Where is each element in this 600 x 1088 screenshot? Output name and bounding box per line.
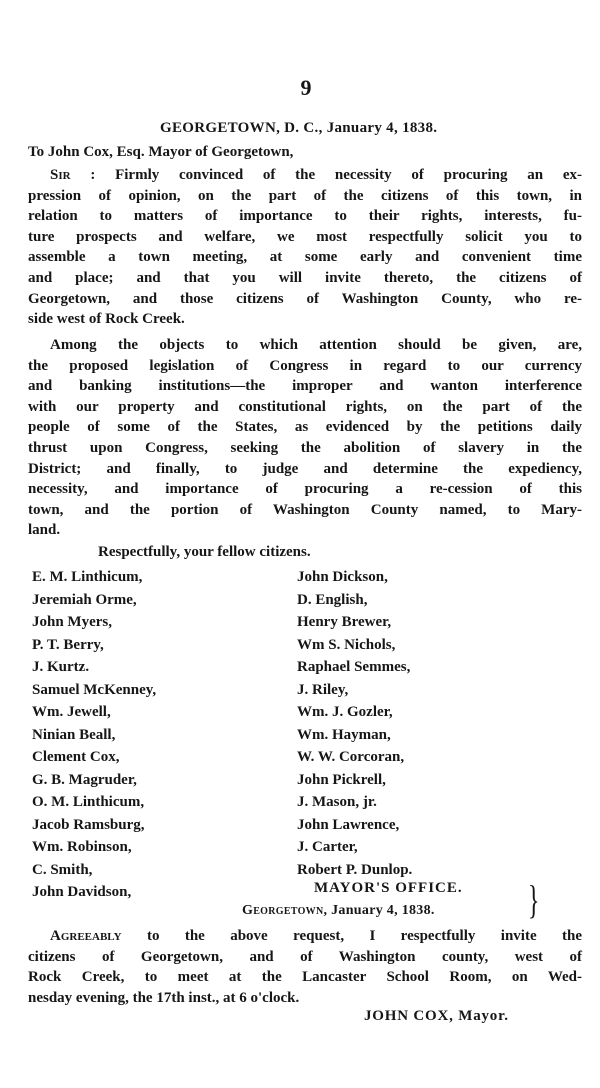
petition-line: relation to matters of importance to their rights, interests, fu- bbox=[28, 208, 582, 225]
signature: J. Kurtz. bbox=[32, 659, 90, 675]
objects-line: people of some of the States, as evidenced by the petitions daily bbox=[28, 419, 582, 436]
signatures-right-column bbox=[297, 566, 412, 881]
mayor-reply-paragraph bbox=[28, 926, 582, 1008]
petition-paragraph bbox=[28, 165, 582, 330]
signature: John Lawrence, bbox=[297, 816, 400, 833]
objects-line: Among the objects to which attention should be given, are, bbox=[50, 337, 582, 353]
signature: Wm S. Nichols, bbox=[297, 636, 396, 653]
signature: J. Mason, jr. bbox=[297, 794, 377, 810]
objects-line: necessity, and importance of procuring a re-cession of this bbox=[28, 481, 582, 498]
petition-line: assemble a town meeting, at some early and convenient time bbox=[28, 249, 582, 266]
signature: John Pickrell, bbox=[297, 771, 386, 788]
signature: J. Riley, bbox=[297, 681, 349, 698]
signature: Robert P. Dunlop. bbox=[297, 861, 413, 878]
objects-line: town, and the portion of Washington County named, to Mary- bbox=[28, 501, 582, 518]
signature: Jacob Ramsburg, bbox=[32, 816, 145, 833]
signature: Wm. Jewell, bbox=[32, 704, 111, 720]
dateline: GEORGETOWN, D. C., January 4, 1838. bbox=[160, 120, 438, 136]
page-number: 9 bbox=[300, 75, 312, 100]
reply-line: Agreeably to the above request, I respectfully invite the bbox=[50, 928, 582, 944]
signature: John Myers, bbox=[32, 614, 112, 630]
mayor-signoff: JOHN COX, Mayor. bbox=[364, 1008, 509, 1024]
closing-line: Respectfully, your fellow citizens. bbox=[98, 544, 311, 560]
addressee: To John Cox, Esq. Mayor of Georgetown, bbox=[28, 144, 294, 160]
signature: Jeremiah Orme, bbox=[32, 591, 137, 608]
signature: C. Smith, bbox=[32, 861, 93, 878]
brace-glyph: } bbox=[527, 877, 540, 922]
petition-line: Sir : Firmly convinced of the necessity of procuring an ex- bbox=[50, 167, 583, 183]
objects-line: the proposed legislation of Congress in regard to our currency bbox=[28, 357, 582, 374]
signature: Clement Cox, bbox=[32, 749, 120, 765]
reply-line: citizens of Georgetown, and of Washington county, west of bbox=[28, 948, 582, 965]
signature: John Dickson, bbox=[297, 569, 388, 585]
signature: Wm. J. Gozler, bbox=[297, 704, 393, 720]
signature: Henry Brewer, bbox=[297, 614, 392, 630]
petition-line: side west of Rock Creek. bbox=[28, 311, 185, 328]
date-text: January 4, 1838. bbox=[331, 903, 435, 918]
signature: Wm. Robinson, bbox=[32, 839, 132, 855]
objects-line: and banking institutions—the improper and wanton interference bbox=[28, 378, 582, 395]
reply-line: nesday evening, the 17th inst., at 6 o'clock. bbox=[28, 989, 300, 1006]
petition-line: ture prospects and welfare, we most respectfully solicit you to bbox=[28, 228, 582, 245]
signature: J. Carter, bbox=[297, 839, 358, 855]
signature: Wm. Hayman, bbox=[297, 726, 391, 743]
date-place: Georgetown, bbox=[242, 903, 328, 918]
signature: W. W. Corcoran, bbox=[297, 749, 405, 765]
signature: G. B. Magruder, bbox=[32, 771, 137, 788]
signature: Raphael Semmes, bbox=[297, 659, 411, 675]
signature: Samuel McKenney, bbox=[32, 681, 157, 698]
objects-line: with our property and constitutional rights, on the part of the bbox=[28, 398, 582, 415]
signature: E. M. Linthicum, bbox=[32, 569, 143, 585]
signature: D. English, bbox=[297, 591, 368, 608]
petition-line: pression of opinion, on the part of the citizens of this town, in bbox=[28, 187, 582, 204]
reply-lead: Agreeably bbox=[50, 928, 122, 944]
objects-line: thrust upon Congress, seeking the abolition of slavery in the bbox=[28, 439, 582, 456]
mayor-office-date bbox=[242, 903, 435, 919]
petition-line: Georgetown, and those citizens of Washington County, who re- bbox=[28, 290, 582, 307]
objects-line: District; and finally, to judge and determine the expediency, bbox=[28, 460, 582, 477]
petition-line: and place; and that you will invite thereto, the citizens of bbox=[28, 269, 582, 286]
salutation: Sir : bbox=[50, 167, 96, 183]
signatures-left-column bbox=[32, 566, 156, 904]
mayor-office-heading: MAYOR'S OFFICE. bbox=[314, 880, 463, 896]
signature: P. T. Berry, bbox=[32, 636, 104, 653]
signature: O. M. Linthicum, bbox=[32, 794, 145, 810]
signature: John Davidson, bbox=[32, 884, 132, 900]
objects-paragraph bbox=[28, 335, 582, 541]
reply-line: Rock Creek, to meet at the Lancaster School Room, on Wed- bbox=[28, 969, 582, 986]
objects-line: land. bbox=[28, 522, 61, 539]
signature: Ninian Beall, bbox=[32, 726, 116, 743]
